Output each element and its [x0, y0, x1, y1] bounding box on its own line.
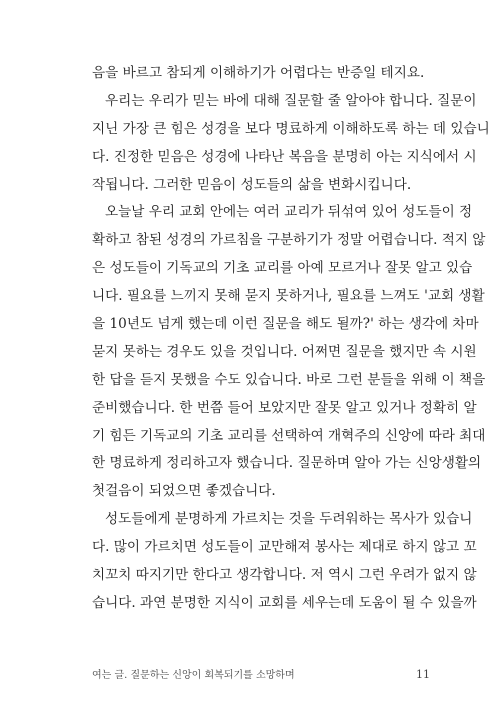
- text-line: 작됩니다. 그러한 믿음이 성도들의 삶을 변화시킵니다.: [92, 176, 412, 193]
- text-line: 묻지 못하는 경우도 있을 것입니다. 어쩌면 질문을 했지만 속 시원: [92, 343, 477, 360]
- text-line: 첫걸음이 되었으면 좋겠습니다.: [92, 483, 276, 500]
- text-line: 음을 바르고 참되게 이해하기가 어렵다는 반증일 테지요.: [92, 65, 425, 81]
- text-line: 지닌 가장 큰 힘은 성경을 보다 명료하게 이해하도록 하는 데 있습니: [92, 120, 490, 137]
- text-line: 다. 많이 가르치면 성도들이 교만해져 봉사는 제대로 하지 않고 꼬: [92, 539, 477, 556]
- text-line: 니다. 필요를 느끼지 못해 묻지 못하거나, 필요를 느껴도 '교회 생활: [92, 288, 485, 305]
- text-line: 습니다. 과연 분명한 지식이 교회를 세우는데 도움이 될 수 있을까: [92, 594, 477, 611]
- text-line: 오늘날 우리 교회 안에는 여러 교리가 뒤섞여 있어 성도들이 정: [105, 204, 473, 221]
- running-footer-title: 여는 글. 질문하는 신앙이 회복되기를 소망하며: [92, 670, 295, 681]
- text-line: 기 힘든 기독교의 기초 교리를 선택하여 개혁주의 신앙에 따라 최대: [92, 427, 486, 444]
- text-line: 한 답을 듣지 못했을 수도 있습니다. 바로 그런 분들을 위해 이 책을: [92, 371, 486, 388]
- text-line: 한 명료하게 정리하고자 했습니다. 질문하며 알아 가는 신앙생활의: [92, 455, 482, 472]
- text-line: 준비했습니다. 한 번쯤 들어 보았지만 잘못 알고 있거나 정확히 알: [92, 399, 477, 416]
- text-line: 확하고 참된 성경의 가르침을 구분하기가 정말 어렵습니다. 적지 않: [92, 232, 486, 249]
- text-line: 을 10년도 넘게 했는데 이런 질문을 해도 될까?' 하는 생각에 차마: [92, 316, 479, 333]
- text-line: 성도들에게 분명하게 가르치는 것을 두려워하는 목사가 있습니: [105, 511, 473, 528]
- text-line: 은 성도들이 기독교의 기초 교리를 아예 모르거나 잘못 알고 있습: [92, 260, 473, 277]
- page-number: 11: [416, 668, 430, 681]
- text-line: 우리는 우리가 믿는 바에 대해 질문할 줄 알아야 합니다. 질문이: [105, 92, 477, 109]
- text-line: 치꼬치 따지기만 한다고 생각합니다. 저 역시 그런 우려가 없지 않: [92, 567, 477, 584]
- text-line: 다. 진정한 믿음은 성경에 나타난 복음을 분명히 아는 지식에서 시: [92, 148, 477, 165]
- body-text: [92, 60, 490, 618]
